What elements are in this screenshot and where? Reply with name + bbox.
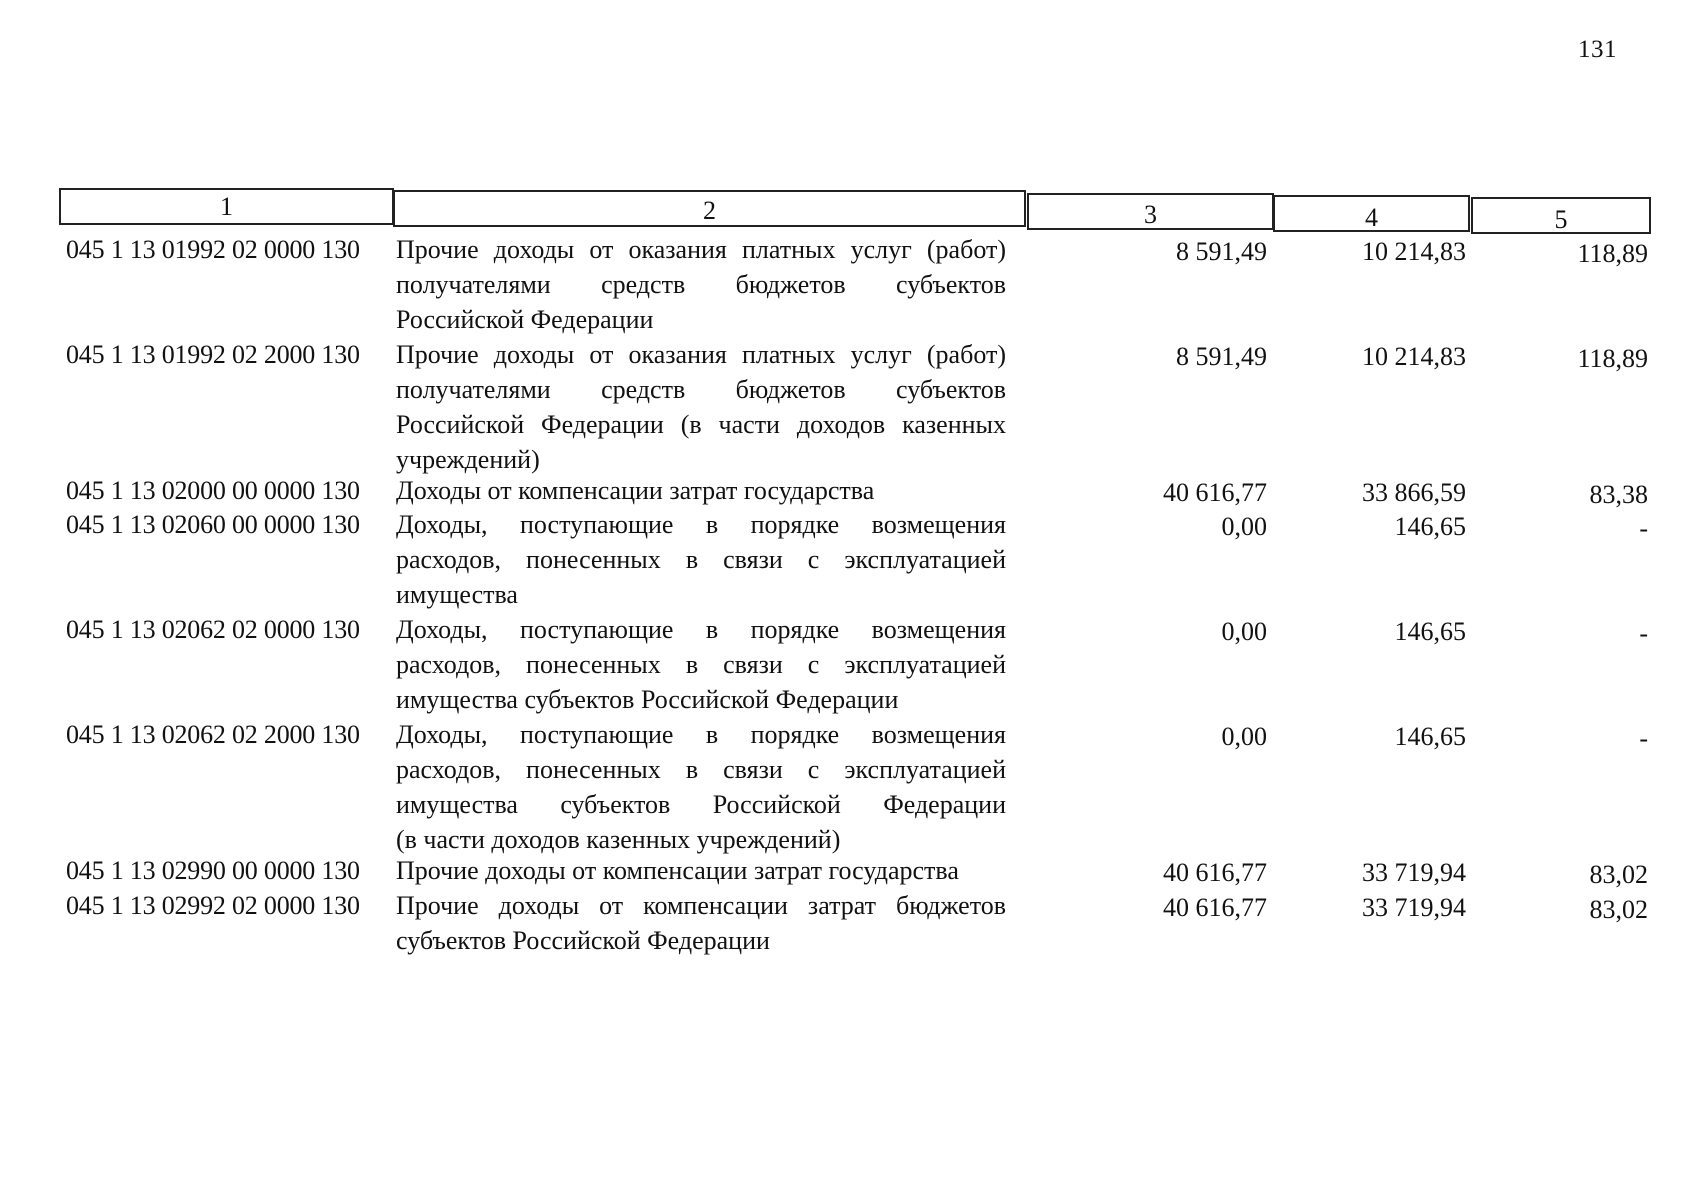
row-value-col4: 33 719,94: [1362, 893, 1466, 922]
row-name-line: (в части доходов казенных учреждений): [396, 825, 841, 854]
row-name-line: Прочие доходы от оказания платных услуг (работ): [396, 235, 1006, 264]
row-name: [396, 717, 1006, 857]
page-number: 131: [1578, 36, 1617, 63]
row-value-col5: 83,02: [1589, 860, 1648, 889]
row-value-col3: 0,00: [1221, 617, 1267, 646]
row-value-col5: -: [1639, 514, 1648, 543]
row-code: 045 1 13 02060 00 0000 130: [66, 510, 360, 539]
header-cell-2: 2: [393, 190, 1026, 227]
row-value-col3: 0,00: [1221, 722, 1267, 751]
row-value-col5: 118,89: [1577, 239, 1648, 268]
row-name-line: Российской Федерации (в части доходов казенных: [396, 410, 1006, 439]
row-name-line: Доходы, поступающие в порядке возмещения: [396, 615, 1006, 644]
row-value-col3: 40 616,77: [1163, 858, 1267, 887]
row-value-col5: 83,38: [1589, 480, 1648, 509]
row-value-col3: 40 616,77: [1163, 893, 1267, 922]
row-name: [396, 232, 1006, 337]
row-value-col4: 10 214,83: [1362, 237, 1466, 266]
row-name-line: Прочие доходы от компенсации затрат бюджетов: [396, 891, 1006, 920]
row-code: 045 1 13 01992 02 2000 130: [66, 340, 360, 369]
row-name: [396, 612, 1006, 717]
row-name-line: имущества: [396, 580, 518, 609]
row-name-line: Доходы, поступающие в порядке возмещения: [396, 510, 1006, 539]
row-value-col3: 8 591,49: [1176, 237, 1267, 266]
row-value-col4: 10 214,83: [1362, 342, 1466, 371]
row-code: 045 1 13 02062 02 2000 130: [66, 720, 360, 749]
row-name-line: получателями средств бюджетов субъектов: [396, 270, 1006, 299]
row-name: [396, 473, 1006, 508]
row-value-col3: 0,00: [1221, 512, 1267, 541]
row-name: [396, 337, 1006, 477]
row-name-line: расходов, понесенных в связи с эксплуатацией: [396, 650, 1006, 679]
row-value-col3: 40 616,77: [1163, 478, 1267, 507]
row-name-line: имущества субъектов Российской Федерации: [396, 790, 1006, 819]
row-code: 045 1 13 01992 02 0000 130: [66, 235, 360, 264]
row-name-line: субъектов Российской Федерации: [396, 926, 770, 955]
header-cell-1: 1: [59, 188, 394, 225]
header-cell-4: 4: [1273, 195, 1470, 232]
row-name-line: учреждений): [396, 445, 540, 474]
row-value-col3: 8 591,49: [1176, 342, 1267, 371]
row-name: [396, 888, 1006, 958]
row-value-col5: -: [1639, 619, 1648, 648]
row-value-col4: 146,65: [1394, 722, 1466, 751]
row-value-col4: 146,65: [1394, 617, 1466, 646]
header-cell-3: 3: [1027, 193, 1274, 230]
row-name-line: расходов, понесенных в связи с эксплуатацией: [396, 755, 1006, 784]
row-value-col4: 33 866,59: [1362, 478, 1466, 507]
row-name-line: расходов, понесенных в связи с эксплуатацией: [396, 545, 1006, 574]
row-name-line: имущества субъектов Российской Федерации: [396, 685, 899, 714]
row-value-col5: 118,89: [1577, 344, 1648, 373]
row-value-col4: 146,65: [1394, 512, 1466, 541]
row-code: 045 1 13 02990 00 0000 130: [66, 856, 360, 885]
row-value-col5: 83,02: [1589, 895, 1648, 924]
row-value-col5: -: [1639, 724, 1648, 753]
row-code: 045 1 13 02000 00 0000 130: [66, 476, 360, 505]
row-code: 045 1 13 02062 02 0000 130: [66, 615, 360, 644]
row-name-line: Доходы от компенсации затрат государства: [396, 476, 875, 505]
row-code: 045 1 13 02992 02 0000 130: [66, 891, 360, 920]
row-name-line: Прочие доходы от компенсации затрат государства: [396, 856, 959, 885]
row-name-line: Доходы, поступающие в порядке возмещения: [396, 720, 1006, 749]
row-name: [396, 507, 1006, 612]
row-name-line: получателями средств бюджетов субъектов: [396, 375, 1006, 404]
row-name-line: Прочие доходы от оказания платных услуг (работ): [396, 340, 1006, 369]
row-name: [396, 853, 1006, 888]
row-value-col4: 33 719,94: [1362, 858, 1466, 887]
header-cell-5: 5: [1471, 197, 1651, 234]
row-name-line: Российской Федерации: [396, 305, 654, 334]
